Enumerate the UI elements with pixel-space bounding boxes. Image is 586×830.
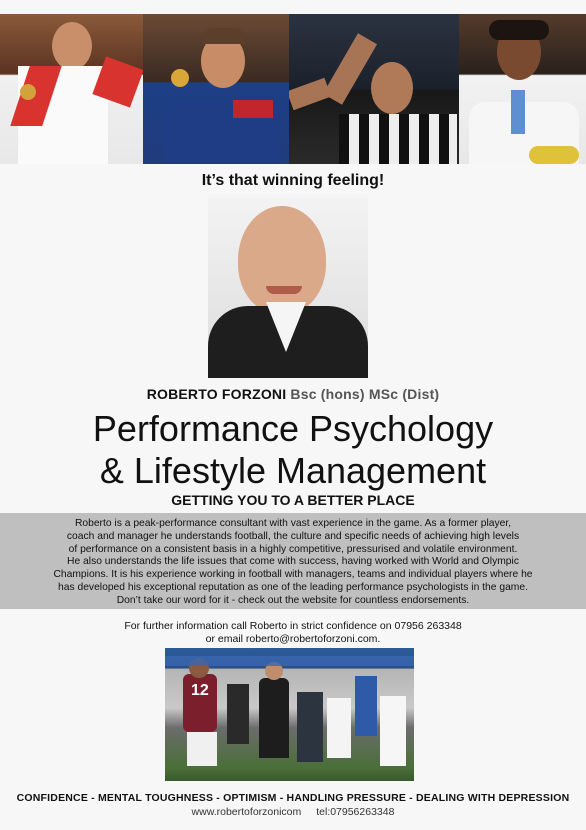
contact-info [0,620,586,646]
bio-line: He also understands the life issues that come with success, having worked with World and Olympic [67,556,519,568]
website-link[interactable]: www.robertoforzonicom [191,806,302,818]
banner-photo-athlete [459,14,586,164]
jersey-number: 12 [191,682,209,699]
headline: It’s that winning feeling! [201,172,385,189]
banner-photo-tennis-player [143,14,289,164]
title-line-2: & Lifestyle Management [99,450,487,491]
touchline-photo [165,648,414,781]
bio-panel [0,513,586,609]
athlete-banner [0,14,586,164]
portrait-photo [208,198,368,378]
tagline: GETTING YOU TO A BETTER PLACE [171,492,415,508]
banner-photo-footballer [289,14,459,164]
footer-contact [0,806,586,818]
bio-line: Don’t take our word for it - check out the website for countless endorsements. [116,594,470,606]
bio-line: of performance on a consistent basis in a highly competitive, pressurised and volatile environment. [68,543,518,555]
bio-line: Champions. It is his experience working in football with managers, teams and individual players where he [53,569,533,581]
bio-line: has developed his exceptional reputation as one of the leading performance psychologists in the game. [58,581,528,593]
banner-photo-judoka [0,14,143,164]
person-name: ROBERTO FORZONI [146,386,287,402]
title-line-1: Performance Psychology [92,408,494,449]
telephone: tel:07956263348 [316,806,395,818]
contact-email-line: or email roberto@robertoforzoni.com. [205,633,381,645]
keywords-strip: CONFIDENCE - MENTAL TOUGHNESS - OPTIMISM - HANDLING PRESSURE - DEALING WITH DEPRESSION [16,792,570,804]
person-qualifications: Bsc (hons) MSc (Dist) [290,386,440,402]
name-line [0,386,586,402]
bio-line: coach and manager he understands football, the culture and specific needs of achieving high levels [66,530,520,542]
bio-line: Roberto is a peak-performance consultant with vast experience in the game. As a former player, [74,518,512,529]
contact-phone-line: For further information call Roberto in strict confidence on 07956 263348 [124,620,462,632]
